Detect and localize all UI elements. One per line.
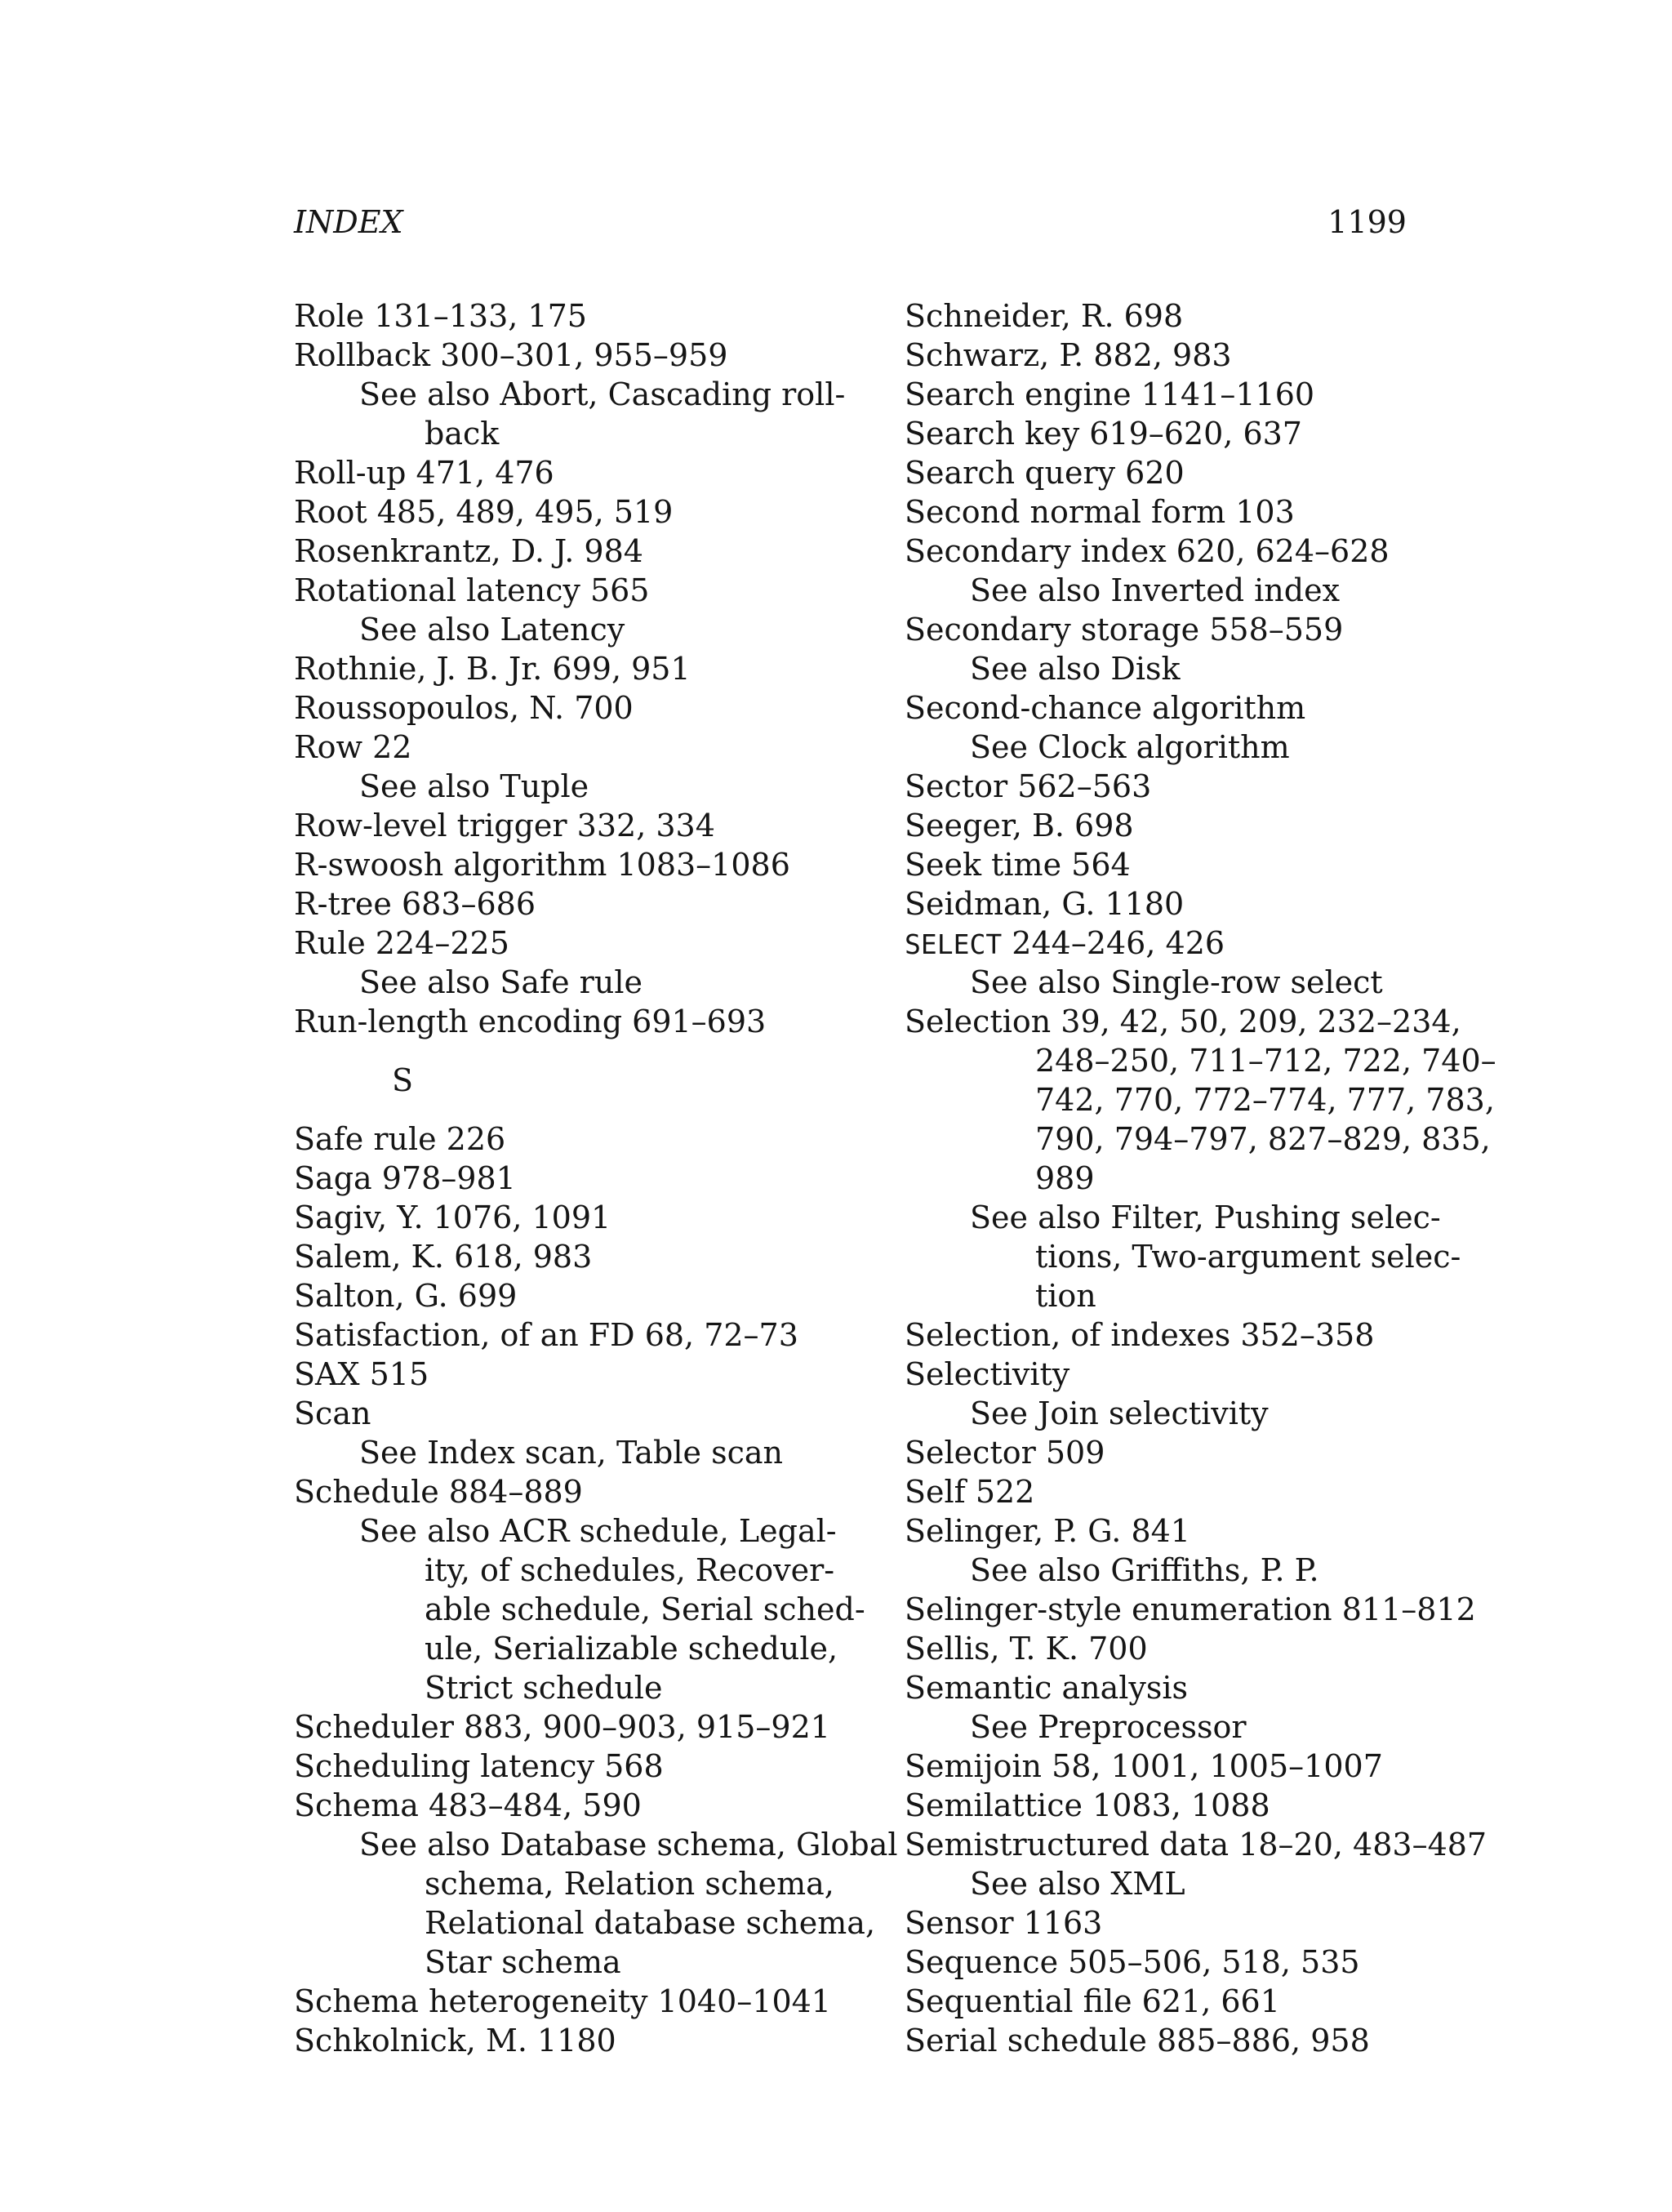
index-continuation: Relational database schema, [425, 1905, 876, 1941]
index-continuation: 989 [1035, 1160, 1095, 1196]
index-cross-reference: See also Single-row select [970, 964, 1383, 1000]
index-entry: Selection, of indexes 352–358 [905, 1317, 1375, 1353]
index-continuation: 742, 770, 772–774, 777, 783, [1035, 1082, 1495, 1118]
page-number: 1199 [1327, 204, 1407, 240]
index-entry: Search engine 1141–1160 [905, 376, 1315, 412]
index-entry: Schema 483–484, 590 [294, 1787, 642, 1823]
index-entry: Sequential file 621, 661 [905, 1983, 1280, 2019]
index-entry: Salem, K. 618, 983 [294, 1239, 593, 1275]
index-entry: Search key 619–620, 637 [905, 416, 1302, 452]
index-cross-reference: See also Abort, Cascading roll- [359, 376, 846, 412]
index-entry: Schedule 884–889 [294, 1474, 583, 1510]
index-entry: Semijoin 58, 1001, 1005–1007 [905, 1748, 1383, 1784]
index-entry: Serial schedule 885–886, 958 [905, 2023, 1370, 2058]
index-continuation: tions, Two-argument selec- [1035, 1239, 1461, 1275]
index-entry: Roll-up 471, 476 [294, 455, 554, 491]
index-cross-reference: See also Database schema, Global [359, 1827, 898, 1863]
index-entry: Second-chance algorithm [905, 690, 1306, 726]
index-entry: Rotational latency 565 [294, 572, 650, 608]
index-entry: Scheduling latency 568 [294, 1748, 664, 1784]
section-letter: S [392, 1062, 414, 1098]
index-entry: Run-length encoding 691–693 [294, 1004, 767, 1039]
index-column-right [905, 296, 1496, 2060]
index-entry: Self 522 [905, 1474, 1035, 1510]
index-cross-reference: See Clock algorithm [970, 729, 1290, 765]
index-entry: Seek time 564 [905, 847, 1131, 883]
index-entry: Schneider, R. 698 [905, 298, 1184, 334]
index-entry: Rothnie, J. B. Jr. 699, 951 [294, 651, 691, 687]
index-entry: Secondary index 620, 624–628 [905, 533, 1390, 569]
index-continuation: ity, of schedules, Recover- [425, 1552, 835, 1588]
index-entry: Sellis, T. K. 700 [905, 1631, 1148, 1667]
index-entry: Scan [294, 1395, 371, 1431]
index-cross-reference: See Preprocessor [970, 1709, 1247, 1745]
index-entry: Root 485, 489, 495, 519 [294, 494, 674, 530]
sql-keyword: SELECT [905, 928, 1003, 960]
index-cross-reference: See also Disk [970, 651, 1181, 687]
running-head: INDEX [294, 204, 403, 240]
index-cross-reference: See Join selectivity [970, 1395, 1269, 1431]
index-entry: R-swoosh algorithm 1083–1086 [294, 847, 790, 883]
index-continuation: ule, Serializable schedule, [425, 1631, 838, 1667]
index-continuation: Strict schedule [425, 1670, 663, 1706]
index-cross-reference: See also Filter, Pushing selec- [970, 1199, 1441, 1235]
index-entry: Roussopoulos, N. 700 [294, 690, 634, 726]
index-entry: Row-level trigger 332, 334 [294, 808, 715, 843]
index-entry: Selection 39, 42, 50, 209, 232–234, [905, 1004, 1461, 1039]
index-entry: Seeger, B. 698 [905, 808, 1134, 843]
index-entry: Schema heterogeneity 1040–1041 [294, 1983, 831, 2019]
index-entry: Semilattice 1083, 1088 [905, 1787, 1270, 1823]
index-entry: SAX 515 [294, 1356, 429, 1392]
index-entry: Selinger-style enumeration 811–812 [905, 1591, 1476, 1627]
index-continuation: Star schema [425, 1944, 621, 1980]
index-cross-reference: See also Latency [359, 612, 625, 648]
index-entry: Schkolnick, M. 1180 [294, 2023, 616, 2058]
index-entry: Saga 978–981 [294, 1160, 516, 1196]
index-entry: Selinger, P. G. 841 [905, 1513, 1190, 1549]
index-entry: Satisfaction, of an FD 68, 72–73 [294, 1317, 798, 1353]
index-entry: Role 131–133, 175 [294, 298, 587, 334]
index-entry: Seidman, G. 1180 [905, 886, 1185, 922]
index-entry: R-tree 683–686 [294, 886, 536, 922]
index-continuation: schema, Relation schema, [425, 1866, 834, 1902]
index-continuation: 790, 794–797, 827–829, 835, [1035, 1121, 1491, 1157]
index-entry: Search query 620 [905, 455, 1185, 491]
index-continuation: 248–250, 711–712, 722, 740– [1035, 1043, 1496, 1079]
index-cross-reference: See also XML [970, 1866, 1185, 1902]
index-entry: Rollback 300–301, 955–959 [294, 337, 728, 373]
index-cross-reference: See also Safe rule [359, 964, 643, 1000]
index-entry: Sensor 1163 [905, 1905, 1103, 1941]
index-cross-reference: See also Griffiths, P. P. [970, 1552, 1319, 1588]
index-entry: Sequence 505–506, 518, 535 [905, 1944, 1360, 1980]
index-cross-reference: See also ACR schedule, Legal- [359, 1513, 837, 1549]
index-entry: Sector 562–563 [905, 768, 1152, 804]
entry-pages: 244–246, 426 [1002, 925, 1225, 961]
index-entry: Row 22 [294, 729, 412, 765]
index-continuation: tion [1035, 1278, 1096, 1314]
index-entry: Salton, G. 699 [294, 1278, 518, 1314]
index-entry: Safe rule 226 [294, 1121, 506, 1157]
index-entry: Semistructured data 18–20, 483–487 [905, 1827, 1487, 1863]
index-cross-reference: See also Inverted index [970, 572, 1340, 608]
index-entry: Semantic analysis [905, 1670, 1189, 1706]
index-entry: Scheduler 883, 900–903, 915–921 [294, 1709, 830, 1745]
index-column-left [294, 296, 898, 2060]
index-entry: Secondary storage 558–559 [905, 612, 1344, 648]
index-cross-reference: See also Tuple [359, 768, 589, 804]
index-entry: Sagiv, Y. 1076, 1091 [294, 1199, 611, 1235]
index-entry: Selectivity [905, 1356, 1070, 1392]
index-entry [905, 924, 1460, 963]
index-entry: Selector 509 [905, 1435, 1105, 1471]
index-cross-reference: See Index scan, Table scan [359, 1435, 783, 1471]
index-entry: Rosenkrantz, D. J. 984 [294, 533, 643, 569]
index-continuation: able schedule, Serial sched- [425, 1591, 865, 1627]
index-entry: Second normal form 103 [905, 494, 1295, 530]
index-entry: Schwarz, P. 882, 983 [905, 337, 1232, 373]
index-continuation: back [425, 416, 500, 452]
index-entry: Rule 224–225 [294, 925, 509, 961]
